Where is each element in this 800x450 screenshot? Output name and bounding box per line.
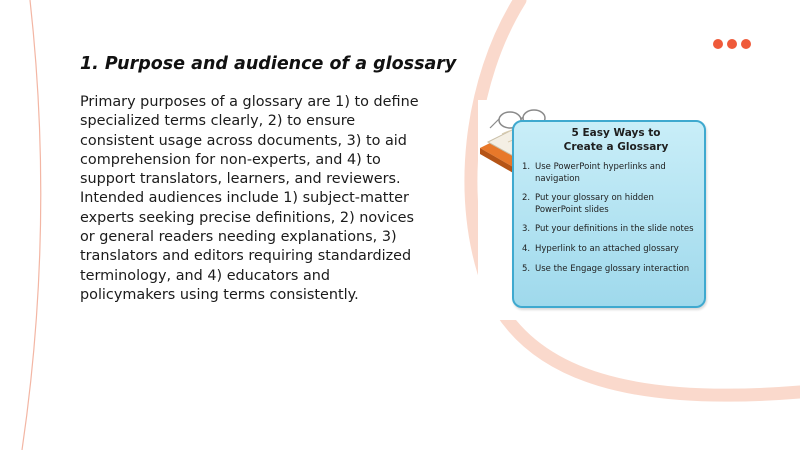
slide-title: 1. Purpose and audience of a glossary [80,54,457,74]
menu-dots-icon [713,39,751,49]
list-item: 4. Hyperlink to an attached glossary [522,243,679,254]
tips-list [522,162,702,283]
slide-body-text: Primary purposes of a glossary are 1) to define specialized terms clearly, 2) to ensure consistent usage across documents, 3) to aid comprehension for non-experts, and 4) to support translators, learners, and reviewers. Intended audiences include 1) subject-matter experts seeking precise definitions, 2) novices or general readers needing explanations, 3) translators and editors requiring standardized terminology, and 4) educators and policymakers using terms consistently. [80,94,419,303]
list-item: 1. Use PowerPoint hyperlinks and navigation [522,162,666,184]
list-item: 5. Use the Engage glossary interaction [522,263,690,274]
figure-title: 5 Easy Ways to Create a Glossary [563,127,669,153]
list-item: 3. Put your definitions in the slide notes [522,224,694,235]
list-item: 2. Put your glossary on hidden PowerPoint slides [522,193,654,215]
glossary-infographic [478,100,718,320]
